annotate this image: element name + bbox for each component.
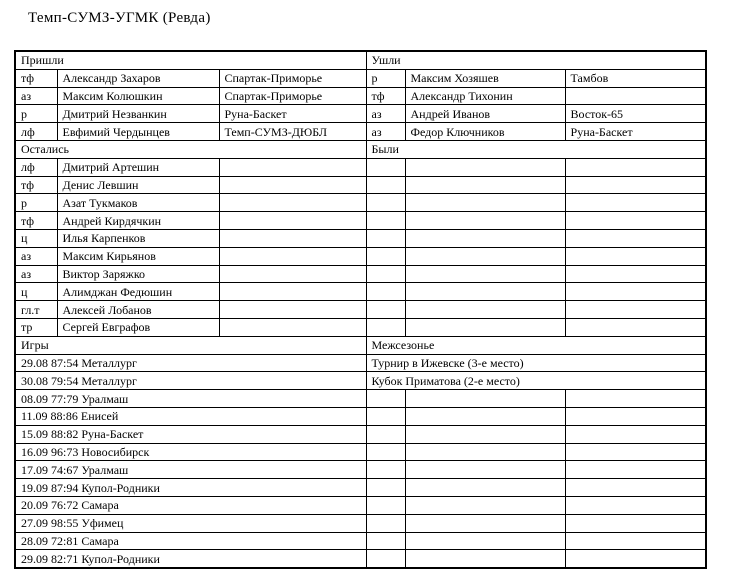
empty-name-cell [405, 283, 565, 301]
game-result-cell: 27.09 98:55 Уфимец [15, 514, 366, 532]
empty-name-cell [405, 532, 565, 550]
player-name-cell: Евфимий Чердынцев [57, 123, 219, 141]
empty-name-cell [405, 158, 565, 176]
team-cell: Спартак-Приморье [219, 69, 366, 87]
empty-team-cell [565, 550, 706, 568]
empty-name-cell [405, 247, 565, 265]
position-cell: аз [15, 265, 57, 283]
position-cell: ц [15, 283, 57, 301]
game-result-cell: 16.09 96:73 Новосибирск [15, 443, 366, 461]
empty-position-cell [366, 212, 405, 230]
player-name-cell: Алимджан Федюшин [57, 283, 219, 301]
position-cell: р [15, 194, 57, 212]
player-name-cell: Максим Хозяшев [405, 69, 565, 87]
player-name-cell: Максим Колюшкин [57, 87, 219, 105]
empty-position-cell [366, 425, 405, 443]
game-row [15, 496, 706, 514]
roster-row [15, 247, 706, 265]
position-cell: аз [366, 123, 405, 141]
player-name-cell: Дмитрий Артешин [57, 158, 219, 176]
game-result-cell: 29.09 82:71 Купол-Родники [15, 550, 366, 568]
player-name-cell: Сергей Евграфов [57, 318, 219, 336]
empty-team-cell [565, 443, 706, 461]
game-row [15, 550, 706, 568]
empty-team-cell [565, 158, 706, 176]
empty-team-cell [565, 229, 706, 247]
empty-position-cell [366, 550, 405, 568]
team-cell: Темп-СУМЗ-ДЮБЛ [219, 123, 366, 141]
section-header-former: Были [366, 140, 706, 158]
roster-row [15, 283, 706, 301]
empty-name-cell [405, 496, 565, 514]
player-name-cell: Федор Ключников [405, 123, 565, 141]
empty-position-cell [366, 479, 405, 497]
team-cell [219, 265, 366, 283]
roster-row [15, 229, 706, 247]
roster-row [15, 194, 706, 212]
player-name-cell: Азат Тукмаков [57, 194, 219, 212]
game-row [15, 354, 706, 372]
position-cell: тф [15, 212, 57, 230]
offseason-event-cell: Кубок Приматова (2-е место) [366, 372, 706, 390]
empty-name-cell [405, 425, 565, 443]
section-header-row [15, 51, 706, 69]
empty-team-cell [565, 496, 706, 514]
position-cell: тф [15, 176, 57, 194]
empty-team-cell [565, 514, 706, 532]
player-name-cell: Александр Захаров [57, 69, 219, 87]
player-name-cell: Илья Карпенков [57, 229, 219, 247]
player-name-cell: Андрей Кирдячкин [57, 212, 219, 230]
empty-position-cell [366, 496, 405, 514]
team-cell: Восток-65 [565, 105, 706, 123]
empty-name-cell [405, 194, 565, 212]
game-result-cell: 19.09 87:94 Купол-Родники [15, 479, 366, 497]
empty-name-cell [405, 461, 565, 479]
empty-name-cell [405, 318, 565, 336]
game-row [15, 443, 706, 461]
empty-position-cell [366, 158, 405, 176]
empty-position-cell [366, 532, 405, 550]
position-cell: лф [15, 158, 57, 176]
roster-row [15, 318, 706, 336]
position-cell: гл.т [15, 301, 57, 319]
section-header-arrived: Пришли [15, 51, 366, 69]
empty-position-cell [366, 514, 405, 532]
roster-row [15, 158, 706, 176]
club-roster-table [14, 50, 707, 569]
empty-team-cell [565, 247, 706, 265]
team-cell [219, 318, 366, 336]
team-cell [219, 212, 366, 230]
empty-name-cell [405, 212, 565, 230]
team-cell: Спартак-Приморье [219, 87, 366, 105]
section-header-departed: Ушли [366, 51, 706, 69]
game-result-cell: 30.08 79:54 Металлург [15, 372, 366, 390]
empty-name-cell [405, 479, 565, 497]
empty-team-cell [565, 176, 706, 194]
empty-team-cell [565, 390, 706, 408]
empty-position-cell [366, 318, 405, 336]
position-cell: аз [15, 87, 57, 105]
empty-name-cell [405, 514, 565, 532]
team-cell [219, 194, 366, 212]
game-result-cell: 17.09 74:67 Уралмаш [15, 461, 366, 479]
game-row [15, 372, 706, 390]
position-cell: лф [15, 123, 57, 141]
team-cell [219, 229, 366, 247]
empty-team-cell [565, 301, 706, 319]
position-cell: ц [15, 229, 57, 247]
empty-team-cell [565, 212, 706, 230]
roster-row [15, 212, 706, 230]
position-cell: аз [366, 105, 405, 123]
position-cell: р [15, 105, 57, 123]
team-cell [219, 247, 366, 265]
empty-name-cell [405, 443, 565, 461]
empty-position-cell [366, 301, 405, 319]
transfer-row [15, 69, 706, 87]
game-result-cell: 20.09 76:72 Самара [15, 496, 366, 514]
player-name-cell: Алексей Лобанов [57, 301, 219, 319]
player-name-cell: Дмитрий Незванкин [57, 105, 219, 123]
empty-name-cell [405, 390, 565, 408]
position-cell: аз [15, 247, 57, 265]
roster-row [15, 301, 706, 319]
player-name-cell: Виктор Заряжко [57, 265, 219, 283]
empty-name-cell [405, 229, 565, 247]
section-header-offseason: Межсезонье [366, 336, 706, 354]
section-header-row [15, 140, 706, 158]
game-row [15, 425, 706, 443]
section-header-stayed: Остались [15, 140, 366, 158]
position-cell: тф [15, 69, 57, 87]
empty-position-cell [366, 229, 405, 247]
empty-position-cell [366, 283, 405, 301]
game-result-cell: 29.08 87:54 Металлург [15, 354, 366, 372]
game-row [15, 532, 706, 550]
game-row [15, 461, 706, 479]
team-cell [565, 87, 706, 105]
team-cell [219, 158, 366, 176]
section-header-games: Игры [15, 336, 366, 354]
game-row [15, 407, 706, 425]
empty-position-cell [366, 176, 405, 194]
player-name-cell: Максим Кирьянов [57, 247, 219, 265]
empty-name-cell [405, 407, 565, 425]
position-cell: р [366, 69, 405, 87]
empty-name-cell [405, 550, 565, 568]
empty-position-cell [366, 461, 405, 479]
roster-row [15, 265, 706, 283]
position-cell: тр [15, 318, 57, 336]
empty-position-cell [366, 247, 405, 265]
empty-team-cell [565, 461, 706, 479]
empty-team-cell [565, 283, 706, 301]
game-row [15, 514, 706, 532]
empty-team-cell [565, 318, 706, 336]
empty-position-cell [366, 407, 405, 425]
roster-row [15, 176, 706, 194]
empty-position-cell [366, 443, 405, 461]
player-name-cell: Андрей Иванов [405, 105, 565, 123]
game-result-cell: 15.09 88:82 Руна-Баскет [15, 425, 366, 443]
team-cell: Тамбов [565, 69, 706, 87]
game-row [15, 390, 706, 408]
section-header-row [15, 336, 706, 354]
empty-team-cell [565, 425, 706, 443]
transfer-row [15, 105, 706, 123]
empty-position-cell [366, 194, 405, 212]
empty-name-cell [405, 265, 565, 283]
empty-team-cell [565, 479, 706, 497]
team-cell: Руна-Баскет [219, 105, 366, 123]
game-row [15, 479, 706, 497]
game-result-cell: 11.09 88:86 Енисей [15, 407, 366, 425]
game-result-cell: 08.09 77:79 Уралмаш [15, 390, 366, 408]
team-cell [219, 301, 366, 319]
game-result-cell: 28.09 72:81 Самара [15, 532, 366, 550]
position-cell: тф [366, 87, 405, 105]
empty-team-cell [565, 532, 706, 550]
empty-team-cell [565, 265, 706, 283]
offseason-event-cell: Турнир в Ижевске (3-е место) [366, 354, 706, 372]
transfer-row [15, 87, 706, 105]
team-cell [219, 283, 366, 301]
transfer-row [15, 123, 706, 141]
team-cell: Руна-Баскет [565, 123, 706, 141]
empty-position-cell [366, 265, 405, 283]
player-name-cell: Александр Тихонин [405, 87, 565, 105]
empty-team-cell [565, 407, 706, 425]
page-title: Темп-СУМЗ-УГМК (Ревда) [28, 10, 211, 26]
player-name-cell: Денис Левшин [57, 176, 219, 194]
empty-team-cell [565, 194, 706, 212]
empty-position-cell [366, 390, 405, 408]
empty-name-cell [405, 176, 565, 194]
team-cell [219, 176, 366, 194]
empty-name-cell [405, 301, 565, 319]
